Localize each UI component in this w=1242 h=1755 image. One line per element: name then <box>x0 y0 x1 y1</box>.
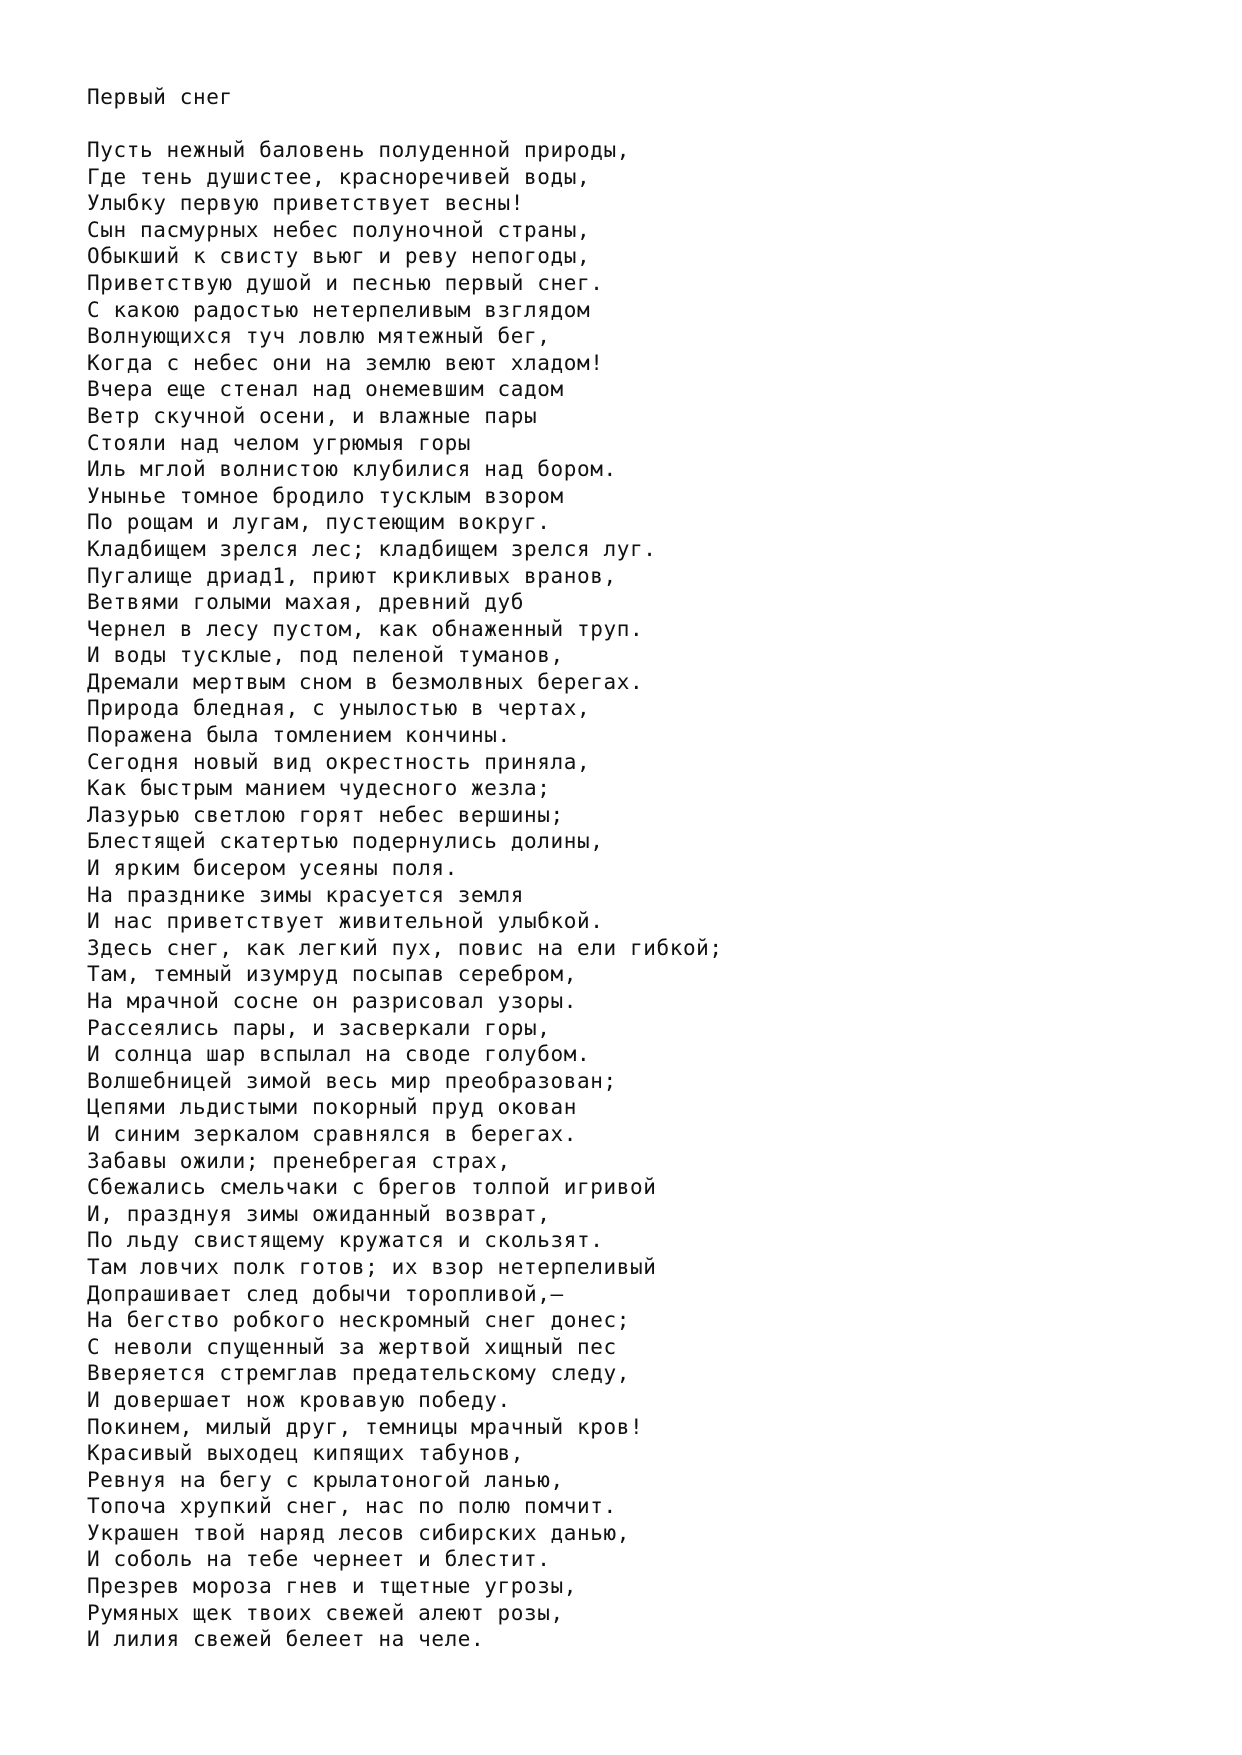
poem-line: Рассеялись пары, и засверкали горы, <box>87 1015 551 1040</box>
poem-line: Где тень душистее, красноречивей воды, <box>87 164 591 189</box>
poem-line: Сбежались смельчаки с брегов толпой игривой <box>87 1175 657 1200</box>
poem-line: И довершает нож кровавую победу. <box>87 1387 511 1412</box>
poem-line: Ветр скучной осени, и влажные пары <box>87 403 538 428</box>
poem-line: По рощам и лугам, пустеющим вокруг. <box>87 510 551 535</box>
poem-line: Красивый выходец кипящих табунов, <box>87 1441 525 1466</box>
poem-line: Пугалище дриад1, приют крикливых вранов, <box>87 563 617 588</box>
poem-line: По льду свистящему кружатся и скользят. <box>87 1228 604 1253</box>
poem-line: Чернел в лесу пустом, как обнаженный труп. <box>87 616 644 641</box>
poem-line: И нас приветствует живительной улыбкой. <box>87 909 604 934</box>
poem-line: Ревнуя на бегу с крылатоногой ланью, <box>87 1467 564 1492</box>
poem-line: Допрашивает след добычи торопливой,— <box>87 1281 564 1306</box>
poem-line: Там, темный изумруд посыпав серебром, <box>87 962 577 987</box>
poem-line: Волшебницей зимой весь мир преобразован; <box>87 1068 617 1093</box>
poem-line: Пусть нежный баловень полуденной природы, <box>87 138 630 162</box>
poem-line: Кладбищем зрелся лес; кладбищем зрелся луг. <box>87 536 657 561</box>
poem-line: И, празднуя зимы ожиданный возврат, <box>87 1201 551 1226</box>
poem-line: И синим зеркалом сравнялся в берегах. <box>87 1121 577 1146</box>
poem-line: Природа бледная, с унылостью в чертах, <box>87 696 591 721</box>
poem-line: На празднике зимы красуется земля <box>87 882 525 907</box>
poem-line: На бегство робкого нескромный снег донес; <box>87 1308 630 1333</box>
poem-line: Унынье томное бродило тусклым взором <box>87 483 564 508</box>
poem-line: Когда с небес они на землю веют хладом! <box>87 350 604 375</box>
poem-line: Румяных щек твоих свежей алеют розы, <box>87 1600 564 1625</box>
poem-line: И соболь на тебе чернеет и блестит. <box>87 1547 551 1572</box>
poem-line: Блестящей скатертью подернулись долины, <box>87 829 604 854</box>
poem-line: Забавы ожили; пренебрегая страх, <box>87 1148 511 1173</box>
poem-line: Там ловчих полк готов; их взор нетерпеливый <box>87 1254 657 1279</box>
poem-body <box>87 137 723 1653</box>
poem-line: Сегодня новый вид окрестность приняла, <box>87 749 591 774</box>
poem-line: Иль мглой волнистою клубилися над бором. <box>87 457 617 482</box>
poem-line: Стояли над челом угрюмыя горы <box>87 430 472 455</box>
poem-line: С какою радостью нетерпеливым взглядом <box>87 297 591 322</box>
poem-line: Здесь снег, как легкий пух, повис на ели гибкой; <box>87 935 723 960</box>
poem-line: Ветвями голыми махая, древний дуб <box>87 590 525 615</box>
poem-line: Поражена была томлением кончины. <box>87 723 511 748</box>
poem-line: Вверяется стремглав предательскому следу, <box>87 1361 630 1386</box>
poem-line: Цепями льдистыми покорный пруд окован <box>87 1095 577 1120</box>
poem-line: И солнца шар вспылал на своде голубом. <box>87 1042 591 1067</box>
poem-line: Покинем, милый друг, темницы мрачный кров! <box>87 1414 644 1439</box>
poem-line: Украшен твой наряд лесов сибирских данью, <box>87 1520 630 1545</box>
poem-line: Как быстрым манием чудесного жезла; <box>87 776 551 801</box>
poem-line: Сын пасмурных небес полуночной страны, <box>87 217 591 242</box>
poem-line: Волнующихся туч ловлю мятежный бег, <box>87 324 551 349</box>
poem-line: И ярким бисером усеяны поля. <box>87 856 458 881</box>
poem-line: Приветствую душой и песнью первый снег. <box>87 270 604 295</box>
poem-line: С неволи спущенный за жертвой хищный пес <box>87 1334 617 1359</box>
poem-line: Топоча хрупкий снег, нас по полю помчит. <box>87 1494 617 1519</box>
poem-line: И лилия свежей белеет на челе. <box>87 1627 485 1652</box>
poem-line: Улыбку первую приветствует весны! <box>87 191 525 216</box>
poem-line: На мрачной сосне он разрисовал узоры. <box>87 989 577 1013</box>
poem-line: Обыкший к свисту вьюг и реву непогоды, <box>87 244 591 269</box>
poem-line: Лазурью светлою горят небес вершины; <box>87 802 564 827</box>
poem-line: Вчера еще стенал над онемевшим садом <box>87 377 564 402</box>
poem-line: И воды тусклые, под пеленой туманов, <box>87 643 564 668</box>
poem-line: Презрев мороза гнев и тщетные угрозы, <box>87 1574 577 1599</box>
poem-title: Первый снег <box>87 85 233 109</box>
poem-line: Дремали мертвым сном в безмолвных берегах. <box>87 669 644 694</box>
